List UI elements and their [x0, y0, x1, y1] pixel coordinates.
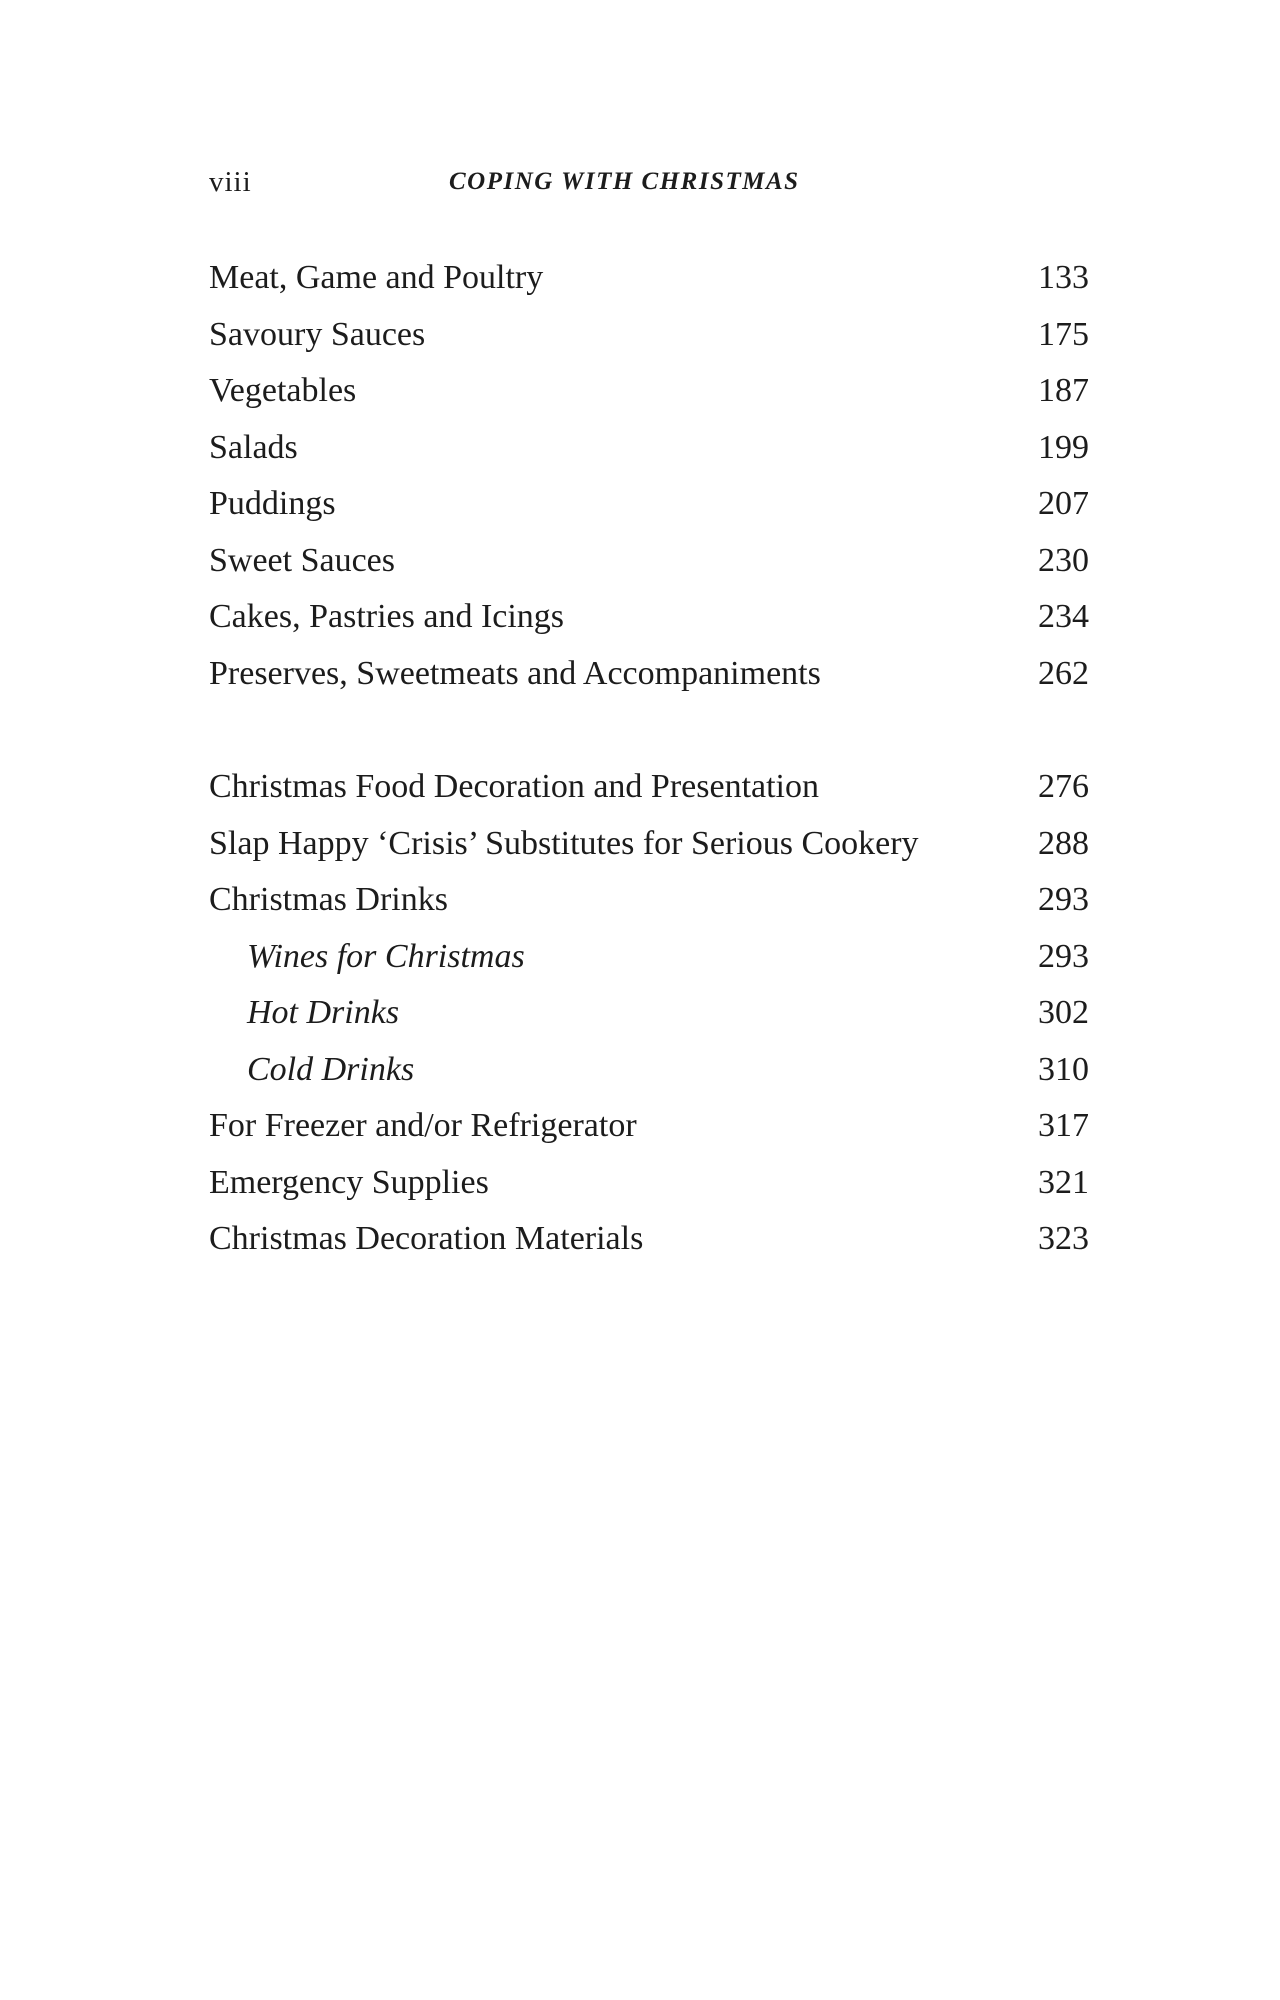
table-of-contents [209, 250, 1089, 1268]
toc-entry [209, 1211, 1089, 1268]
toc-entry-page: 323 [1038, 1220, 1089, 1257]
toc-entry-title: Salads [209, 428, 298, 466]
running-head [209, 166, 1089, 206]
page-number: viii [209, 166, 252, 198]
toc-entry-page: 293 [1038, 881, 1089, 918]
toc-subentry-page: 310 [1038, 1050, 1089, 1088]
toc-subentry [209, 985, 1089, 1042]
toc-entry-title: Christmas Food Decoration and Presentation [209, 768, 820, 805]
toc-subentry-page: 293 [1038, 937, 1089, 975]
toc-entry [209, 307, 1089, 364]
toc-group-recipes [209, 250, 1089, 702]
toc-entry-page: 276 [1038, 768, 1089, 805]
toc-entry [209, 363, 1089, 420]
toc-group-extras [209, 759, 1089, 1268]
toc-entry-title: For Freezer and/or Refrigerator [209, 1107, 637, 1144]
toc-entry [209, 420, 1089, 477]
toc-entry-page: 234 [1038, 598, 1089, 635]
toc-subentry-title: Hot Drinks [247, 994, 400, 1031]
toc-subentry [209, 1042, 1089, 1099]
toc-entry [209, 872, 1089, 929]
toc-entry [209, 1098, 1089, 1155]
toc-subentry-title: Cold Drinks [247, 1050, 415, 1088]
toc-entry-page: 262 [1038, 654, 1089, 692]
toc-entry-title: Vegetables [209, 372, 357, 409]
toc-subentry [209, 929, 1089, 986]
toc-entry-title: Puddings [209, 485, 336, 522]
toc-entry [209, 816, 1089, 873]
toc-entry-page: 199 [1038, 428, 1089, 466]
toc-entry [209, 533, 1089, 590]
toc-entry-page: 321 [1038, 1163, 1089, 1201]
toc-entry-title: Savoury Sauces [209, 315, 426, 353]
toc-entry-title: Slap Happy ‘Crisis’ Substitutes for Serious Cookery [209, 824, 919, 862]
toc-entry [209, 759, 1089, 816]
toc-entry-title: Cakes, Pastries and Icings [209, 598, 565, 635]
toc-entry [209, 589, 1089, 646]
toc-entry [209, 476, 1089, 533]
toc-entry-page: 175 [1038, 315, 1089, 353]
toc-entry-title: Emergency Supplies [209, 1163, 489, 1201]
toc-entry-page: 317 [1038, 1107, 1089, 1144]
toc-entry-page: 187 [1038, 372, 1089, 409]
toc-entry-title: Christmas Decoration Materials [209, 1220, 644, 1257]
toc-entry [209, 250, 1089, 307]
toc-entry-page: 230 [1038, 541, 1089, 579]
toc-entry-page: 133 [1038, 259, 1089, 296]
running-title: COPING WITH CHRISTMAS [449, 168, 800, 195]
toc-entry-title: Christmas Drinks [209, 881, 448, 918]
toc-entry-title: Preserves, Sweetmeats and Accompaniments [209, 654, 821, 692]
toc-entry-page: 288 [1038, 824, 1089, 862]
toc-entry-page: 207 [1038, 485, 1089, 522]
toc-subentry-title: Wines for Christmas [247, 937, 525, 975]
toc-entry-title: Meat, Game and Poultry [209, 259, 544, 296]
toc-entry [209, 646, 1089, 703]
toc-subentry-page: 302 [1038, 994, 1089, 1031]
toc-entry [209, 1155, 1089, 1212]
toc-entry-title: Sweet Sauces [209, 541, 396, 579]
